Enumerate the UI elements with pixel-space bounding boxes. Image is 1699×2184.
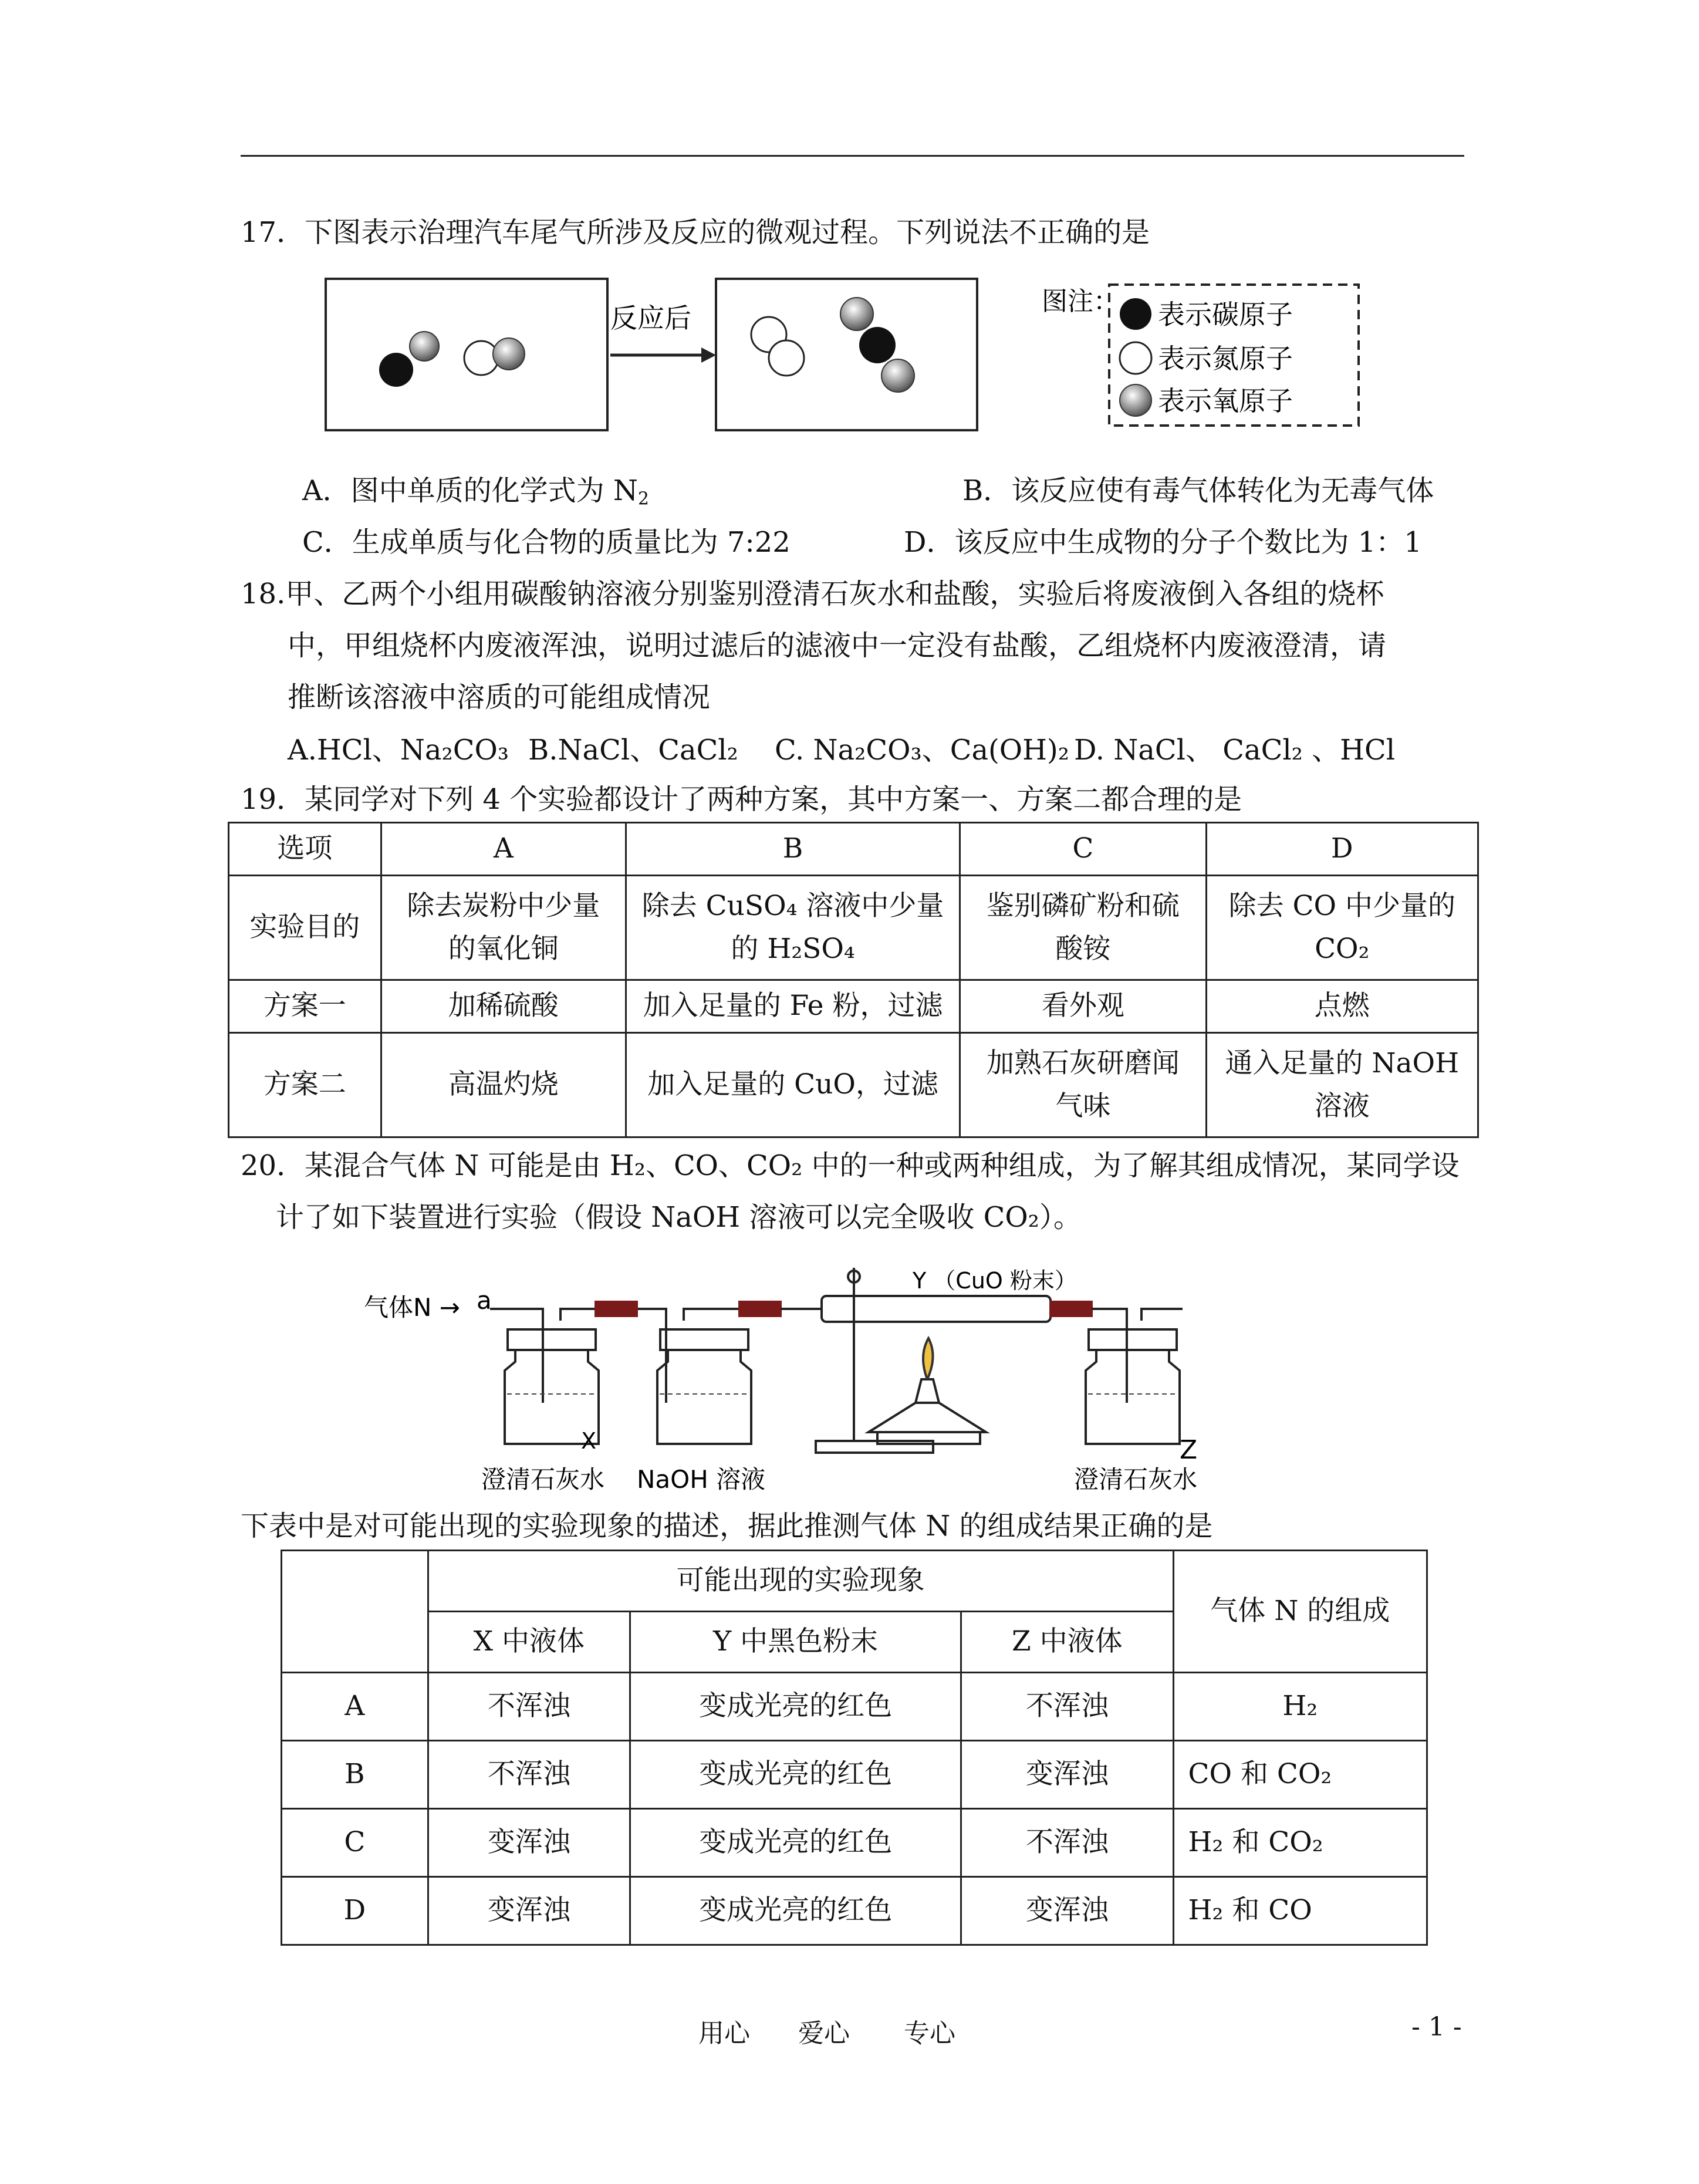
q20-subheader-x: X 中液体 [428, 1612, 630, 1673]
q20-row-x: 变浑浊 [428, 1809, 630, 1877]
q19-plan1-label: 方案一 [229, 980, 381, 1033]
footer-motto-2: 爱心 [798, 2018, 850, 2048]
q20-row-option: B [282, 1741, 428, 1809]
q17-option-d: D．该反应中生成物的分子个数比为 1：1 [904, 526, 1422, 559]
q20-row-z: 不浑浊 [961, 1673, 1173, 1741]
table-row [282, 1551, 1427, 1612]
bottle3-caption: 澄清石灰水 [1074, 1465, 1198, 1494]
table-row [282, 1673, 1427, 1741]
q18-option-b: B.NaCl、CaCl₂ [528, 734, 738, 767]
q19-purpose-a: 除去炭粉中少量 的氧化铜 [381, 876, 626, 980]
q19-plan2-label: 方案二 [229, 1033, 381, 1137]
q20-row-option: D [282, 1877, 428, 1945]
q19-table [228, 822, 1479, 1138]
q19-plan1-d: 点燃 [1206, 980, 1478, 1033]
q18-option-c: C. Na₂CO₃、Ca(OH)₂ [775, 734, 1069, 767]
q19-purpose-d: 除去 CO 中少量的 CO₂ [1206, 876, 1478, 980]
q19-plan1-c: 看外观 [960, 980, 1206, 1033]
q20-apparatus [364, 1262, 1232, 1497]
q20-header-group: 可能出现的实验现象 [428, 1551, 1173, 1612]
q19-header-a: A [381, 823, 626, 876]
q20-row-x: 不浑浊 [428, 1741, 630, 1809]
q20-row-x: 变浑浊 [428, 1877, 630, 1945]
q20-row-composition: H₂ 和 CO [1173, 1877, 1427, 1945]
carbon-atom [859, 327, 896, 363]
inlet-a-label: a [477, 1286, 492, 1315]
legend-carbon: 表示碳原子 [1158, 299, 1293, 330]
q19-header-option: 选项 [229, 823, 381, 876]
q19-header-b: B [626, 823, 960, 876]
bottle-z-marker: Z [1180, 1435, 1198, 1465]
q19-purpose-c: 鉴别磷矿粉和硫 酸铵 [960, 876, 1206, 980]
q20-header-result: 气体 N 的组成 [1173, 1551, 1427, 1673]
table-row [282, 1877, 1427, 1945]
page-number: - 1 - [1411, 2012, 1462, 2042]
q20-row-composition: H₂ [1173, 1673, 1427, 1741]
q20-row-composition: H₂ 和 CO₂ [1173, 1809, 1427, 1877]
bottle-cap [660, 1329, 748, 1350]
q20-row-y: 变成光亮的红色 [630, 1741, 961, 1809]
table-row [229, 980, 1478, 1033]
flame [923, 1338, 933, 1379]
q20-row-option: C [282, 1809, 428, 1877]
q17-figure [317, 276, 1373, 437]
q17-option-b: B．该反应使有毒气体转化为无毒气体 [962, 474, 1434, 507]
combustion-tube [822, 1296, 1051, 1322]
bottle-z [1086, 1350, 1180, 1444]
q19-header-c: C [960, 823, 1206, 876]
bottle-naoh [657, 1350, 751, 1444]
q20-row-z: 变浑浊 [961, 1741, 1173, 1809]
footer-motto-3: 专心 [904, 2018, 955, 2048]
footer-motto-1: 用心 [698, 2018, 750, 2048]
oxygen-atom [493, 338, 525, 370]
alcohol-lamp [869, 1403, 986, 1432]
q17-stem: 17．下图表示治理汽车尾气所涉及反应的微观过程。下列说法不正确的是 [241, 216, 1150, 249]
q19-plan2-d: 通入足量的 NaOH 溶液 [1206, 1033, 1478, 1137]
q20-corner-cell [282, 1551, 428, 1673]
q17-option-c: C．生成单质与化合物的质量比为 7:22 [302, 526, 791, 559]
nitrogen-atom [769, 340, 804, 376]
q19-purpose-b: 除去 CuSO₄ 溶液中少量 的 H₂SO₄ [626, 876, 960, 980]
q20-row-y: 变成光亮的红色 [630, 1877, 961, 1945]
q20-row-composition: CO 和 CO₂ [1173, 1741, 1427, 1809]
q18-stem-line1: 18.甲、乙两个小组用碳酸钠溶液分别鉴别澄清石灰水和盐酸，实验后将废液倒入各组的烧杯 [241, 578, 1384, 610]
q20-row-z: 变浑浊 [961, 1877, 1173, 1945]
q20-stem-line2: 计了如下装置进行实验（假设 NaOH 溶液可以完全吸收 CO₂）。 [276, 1201, 1082, 1234]
legend-oxygen: 表示氧原子 [1158, 385, 1293, 417]
bottle1-caption: 澄清石灰水 [481, 1465, 605, 1494]
q19-plan1-b: 加入足量的 Fe 粉，过滤 [626, 980, 960, 1033]
q20-table [281, 1550, 1428, 1946]
legend-nitrogen: 表示氮原子 [1158, 343, 1293, 374]
q19-plan2-a: 高温灼烧 [381, 1033, 626, 1137]
bottle2-caption: NaOH 溶液 [637, 1465, 766, 1494]
q20-subheader-z: Z 中液体 [961, 1612, 1173, 1673]
table-row [282, 1809, 1427, 1877]
q20-stem-line1: 20．某混合气体 N 可能是由 H₂、CO、CO₂ 中的一种或两种组成，为了解其组成情况，某同学设 [241, 1149, 1460, 1182]
q19-plan2-b: 加入足量的 CuO，过滤 [626, 1033, 960, 1137]
oxygen-legend-icon [1120, 384, 1151, 416]
bottle-x-marker: X [581, 1428, 597, 1454]
q19-plan1-a: 加稀硫酸 [381, 980, 626, 1033]
q20-row-y: 变成光亮的红色 [630, 1673, 961, 1741]
bottle-cap [1089, 1329, 1177, 1350]
carbon-atom [379, 353, 413, 387]
table-row [229, 823, 1478, 876]
q19-purpose-label: 实验目的 [229, 876, 381, 980]
q20-row-z: 不浑浊 [961, 1809, 1173, 1877]
q20-row-y: 变成光亮的红色 [630, 1809, 961, 1877]
table-row [229, 1033, 1478, 1137]
q19-header-d: D [1206, 823, 1478, 876]
q20-row-x: 不浑浊 [428, 1673, 630, 1741]
q18-stem-line2: 中，甲组烧杯内废液浑浊，说明过滤后的滤液中一定没有盐酸，乙组烧杯内废液澄清，请 [288, 629, 1387, 662]
q18-stem-line3: 推断该溶液中溶质的可能组成情况 [288, 681, 711, 714]
arrow-label: 反应后 [610, 302, 691, 334]
carbon-legend-icon [1120, 298, 1151, 330]
q20-subheader-y: Y 中黑色粉末 [630, 1612, 961, 1673]
q20-table-intro: 下表中是对可能出现的实验现象的描述，据此推测气体 N 的组成结果正确的是 [241, 1510, 1213, 1542]
bottle-cap [508, 1329, 596, 1350]
oxygen-atom [840, 298, 873, 330]
legend-title: 图注： [1042, 286, 1119, 316]
oxygen-atom [410, 332, 439, 361]
q19-stem: 19．某同学对下列 4 个实验都设计了两种方案，其中方案一、方案二都合理的是 [241, 783, 1242, 816]
gas-n-label: 气体N → [364, 1293, 460, 1322]
q18-option-a: A.HCl、Na₂CO₃ [288, 734, 509, 767]
table-row [282, 1741, 1427, 1809]
oxygen-atom [881, 359, 914, 392]
q18-option-d: D. NaCl、 CaCl₂ 、HCl [1074, 734, 1396, 767]
q20-row-option: A [282, 1673, 428, 1741]
q19-plan2-c: 加熟石灰研磨闻 气味 [960, 1033, 1206, 1137]
nitrogen-legend-icon [1120, 342, 1151, 374]
table-row [229, 876, 1478, 980]
tube-y-label: Y （CuO 粉末） [913, 1268, 1077, 1294]
header-rule [241, 155, 1464, 157]
q17-option-a: A．图中单质的化学式为 $N_2$ [302, 474, 649, 509]
